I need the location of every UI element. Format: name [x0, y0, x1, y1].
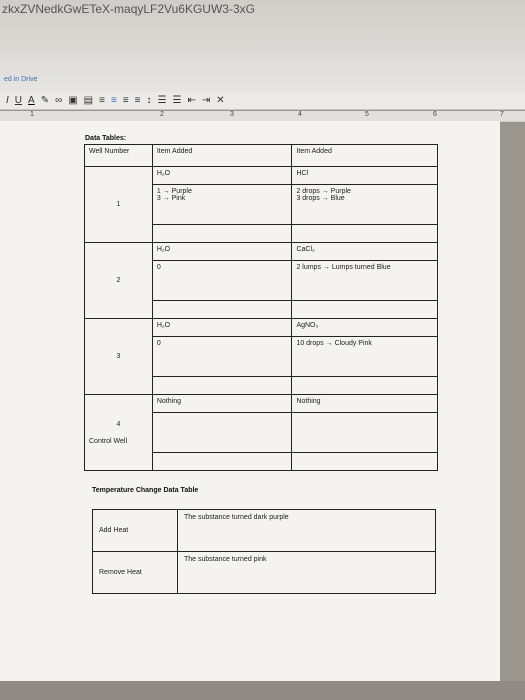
well-number: 3 [85, 319, 153, 395]
item-a: H₂O [152, 319, 292, 337]
ruler-mark: 3 [230, 111, 234, 118]
image-icon[interactable]: ▤ [83, 95, 94, 106]
temp-row-label: Remove Heat [93, 552, 178, 594]
control-well-label: Control Well [89, 437, 127, 445]
empty-cell [152, 301, 292, 319]
result-a [152, 413, 292, 453]
empty-cell [152, 377, 292, 395]
temp-row-value: The substance turned pink [178, 552, 436, 594]
align-justify-icon[interactable]: ≡ [134, 95, 141, 106]
item-a: H₂O [152, 243, 292, 261]
comment-icon[interactable]: ▣ [68, 95, 78, 106]
text-color-button[interactable]: A [28, 95, 35, 106]
item-a: Nothing [152, 395, 292, 413]
ruler-mark: 4 [298, 111, 302, 118]
empty-cell [152, 225, 292, 243]
header-item-added: Item Added [152, 145, 292, 167]
item-b: AgNO₃ [292, 319, 438, 337]
increase-indent-icon[interactable]: ⇥ [201, 95, 211, 106]
align-center-icon[interactable]: ≡ [110, 95, 117, 106]
clear-formatting-icon[interactable]: ✕ [216, 95, 225, 106]
item-b: HCl [292, 167, 438, 185]
empty-cell [152, 453, 292, 471]
well-4-cell [85, 395, 153, 471]
ruler-mark: 6 [433, 111, 437, 118]
temp-row-label: Add Heat [93, 510, 178, 552]
result-a: 0 [152, 261, 292, 301]
well-number: 2 [85, 243, 153, 319]
browser-top [0, 0, 525, 95]
header-well-number: Well Number [85, 145, 153, 167]
data-table [84, 144, 438, 471]
desk-background [0, 681, 525, 700]
empty-cell [292, 225, 438, 243]
ruler-mark: 2 [160, 111, 164, 118]
line-spacing-icon[interactable]: ↕ [146, 95, 152, 106]
temp-row-value: The substance turned dark purple [178, 510, 436, 552]
temperature-table-title: Temperature Change Data Table [92, 487, 199, 494]
docs-toolbar [0, 92, 525, 110]
underline-button[interactable]: U [14, 95, 23, 106]
well-number: 4 [116, 420, 121, 428]
numbered-list-icon[interactable]: ☰ [157, 95, 167, 106]
document-page[interactable] [0, 121, 500, 681]
ruler-mark: 7 [500, 111, 504, 118]
result-b: 2 drops → Purple 3 drops → Blue [292, 185, 438, 225]
result-b: 10 drops → Cloudy Pink [292, 337, 438, 377]
result-a: 0 [152, 337, 292, 377]
empty-cell [292, 301, 438, 319]
item-b: CaCl₂ [292, 243, 438, 261]
empty-cell [292, 377, 438, 395]
item-b: Nothing [292, 395, 438, 413]
link-icon[interactable]: ∞ [55, 95, 63, 106]
ruler-mark: 1 [30, 111, 34, 118]
result-a: 1 → Purple 3 → Pink [152, 185, 292, 225]
ruler-mark: 5 [365, 111, 369, 118]
url-fragment: zkxZVNedkGwETeX-maqyLF2Vu6KGUW3-3xG [2, 2, 255, 16]
temperature-table [92, 509, 436, 594]
header-item-added-2: Item Added [292, 145, 438, 167]
pen-icon[interactable]: ✎ [40, 95, 50, 106]
italic-button[interactable]: I [6, 95, 9, 106]
result-b: 2 lumps → Lumps turned Blue [292, 261, 438, 301]
decrease-indent-icon[interactable]: ⇤ [187, 95, 196, 106]
bulleted-list-icon[interactable]: ☰ [172, 95, 182, 106]
item-a: H₂O [152, 167, 292, 185]
align-right-icon[interactable]: ≡ [122, 95, 129, 106]
drive-link[interactable]: ed in Drive [4, 76, 38, 83]
align-left-icon[interactable]: ≡ [99, 95, 105, 106]
empty-cell [292, 453, 438, 471]
result-b [292, 413, 438, 453]
data-tables-title: Data Tables: [85, 135, 127, 142]
well-number: 1 [85, 167, 153, 243]
